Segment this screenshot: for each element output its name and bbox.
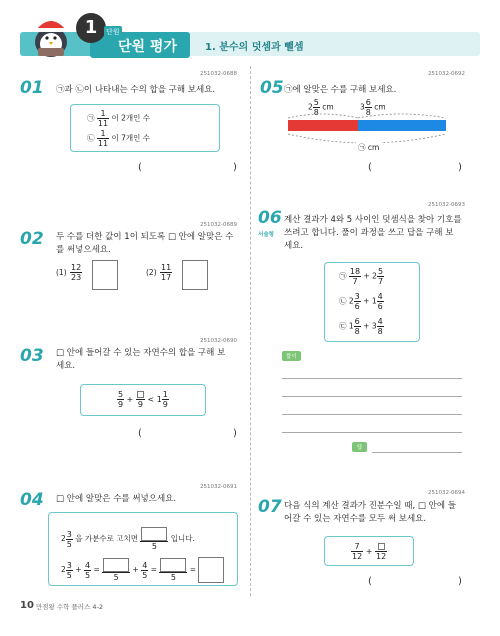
q3-fraction-3: $\frac{1}{9}$ [162, 390, 168, 409]
q4-line2-fraction-2: $\frac{4}{5}$ [84, 560, 91, 580]
page-number: 10 [20, 600, 34, 611]
q6-text-line2: 쓰려고 합니다. 풀이 과정을 쓰고 답을 구해 보 [284, 228, 454, 238]
q1-code: 251032-0688 [200, 71, 237, 77]
q2-part2-answer-box[interactable] [182, 260, 208, 290]
q6-a-fraction-2: $\frac{5}{7}$ [377, 267, 384, 286]
q2-part1-label: (1) [56, 268, 67, 277]
q6-solution-line-4[interactable] [282, 432, 462, 433]
q7-answer-field[interactable] [374, 574, 456, 590]
q1-answer-open: ( [138, 162, 142, 173]
q3-answer-open: ( [138, 428, 142, 439]
q3-code: 251032-0690 [200, 338, 237, 344]
q5-brace-top-right [358, 114, 446, 118]
q2-number: 02 [20, 229, 44, 249]
q4-line2-whole: 2 [61, 565, 66, 574]
q2-part1-answer-box[interactable] [92, 260, 118, 290]
q5-code: 251032-0692 [428, 71, 465, 77]
q1-b-label: ㉡ [87, 133, 95, 143]
q6-c-fraction-2: $\frac{4}{8}$ [377, 317, 383, 336]
penguin-mascot-icon [28, 14, 74, 58]
q5-segment2-length: 3 $\frac{6}{8}$ cm [360, 98, 386, 117]
q1-answer-close: ) [233, 162, 237, 173]
q5-answer-open: ( [368, 162, 372, 173]
q6-solution-line-3[interactable] [282, 414, 462, 415]
q4-line2-fraction-1: $\frac{3}{5}$ [66, 560, 72, 580]
book-title: 만점왕 수학 플러스 4-2 [36, 603, 104, 611]
q5-text: ㉠에 알맞은 수를 구해 보세요. [284, 85, 397, 95]
q4-line2-fraction-3: $\frac{4}{5}$ [142, 560, 148, 580]
q6-solution-line-2[interactable] [282, 396, 462, 397]
q1-answer-field[interactable] [144, 160, 230, 176]
q7-text-line1: 다음 식의 계산 결과가 진분수일 때, □ 안에 들 [284, 501, 456, 511]
q4-text: □ 안에 알맞은 수를 써넣으세요. [56, 494, 177, 504]
q5-red-segment [288, 120, 358, 131]
q1-a-fraction: $\frac{1}{11}$ [97, 109, 109, 128]
q4-box [48, 512, 238, 586]
q4-line1-answer-fraction: 5 [140, 527, 168, 551]
q6-solution-line-1[interactable] [282, 378, 462, 379]
q4-line1-text: 을 가분수로 고치면 [75, 534, 138, 543]
q6-c-fraction-1: $\frac{6}{8}$ [354, 317, 360, 336]
q5-brace-top-left [288, 114, 358, 118]
q5-blue-segment [358, 120, 446, 131]
q3-answer-field[interactable] [144, 426, 230, 442]
q4-line2-equals-3: = [189, 565, 197, 574]
q4-line2-blank-fraction-a: 5 [102, 558, 130, 582]
q1-b-fraction: $\frac{1}{11}$ [97, 129, 109, 148]
q4-line2-blank-fraction-b: 5 [159, 558, 187, 582]
q2-text-line2: 를 써넣으세요. [56, 245, 111, 255]
q7-plus: + [365, 547, 373, 556]
unit-title: 단원 평가 [118, 39, 177, 55]
q6-code: 251032-0693 [428, 202, 465, 208]
q1-number: 01 [20, 78, 44, 98]
q6-answer-tag: 답 [352, 442, 367, 452]
q6-b-fraction-1: $\frac{3}{6}$ [354, 292, 360, 311]
q6-text-line1: 계산 결과가 4와 5 사이인 덧셈식을 찾아 기호를 [284, 215, 462, 225]
q5-segment1-length: 2 $\frac{5}{8}$ cm [308, 98, 334, 117]
q2-text-line1: 두 수를 더한 값이 1이 되도록 □ 안에 알맞은 수 [56, 232, 234, 242]
q3-plus: + [126, 395, 134, 404]
q4-line2-answer-box-c[interactable] [198, 557, 224, 583]
q3-answer-close: ) [233, 428, 237, 439]
q2-part1-fraction: $\frac{12}{23}$ [71, 263, 82, 282]
q1-a-label: ㉠ [87, 113, 95, 123]
q4-line1-answer-box[interactable] [141, 527, 167, 541]
q3-fraction-2: 9 [136, 390, 145, 409]
q6-descriptive-badge: 서술형 [258, 232, 274, 238]
q7-answer-open: ( [368, 576, 372, 587]
q6-b-fraction-2: $\frac{4}{6}$ [377, 292, 383, 311]
q6-c-label: ㉢ [339, 321, 347, 331]
q3-fraction-1: $\frac{5}{9}$ [118, 390, 124, 409]
q7-text-line2: 어갈 수 있는 자연수를 모두 써 보세요. [284, 514, 427, 524]
q4-line2-equals-1: = [93, 565, 100, 574]
q5-answer-field[interactable] [374, 160, 456, 176]
q7-answer-close: ) [458, 576, 462, 587]
q6-b-label: ㉡ [339, 296, 347, 306]
q4-line1-end: 입니다. [170, 534, 195, 543]
q6-number: 06 [258, 208, 282, 228]
q5-number: 05 [260, 78, 284, 98]
q1-text: ㉠과 ㉡이 나타내는 수의 합을 구해 보세요. [56, 85, 216, 95]
q7-code: 251032-0694 [428, 490, 465, 496]
q1-box [70, 104, 220, 152]
q3-text-line2: 세요. [56, 361, 76, 371]
column-divider [250, 66, 251, 596]
q5-answer-close: ) [458, 162, 462, 173]
q3-less-than: < [147, 395, 155, 404]
q2-part2-label: (2) [146, 268, 157, 277]
q4-code: 251032-0691 [200, 484, 237, 490]
unit-number-badge: 1 [76, 13, 106, 43]
q4-line2-plus: + [75, 565, 82, 574]
q6-box: ㉠ $\frac{18}{7}$ + 2 $\frac{5}{7}$ ㉡ 2 $\frac{3}{6}$ + 1 $\frac{4}{6}$ ㉢ 1 $\frac{6}{8}$ + 3 $\frac{4}{8}$ [324, 262, 420, 342]
q6-a-fraction-1: $\frac{18}{7}$ [349, 267, 361, 286]
q4-number: 04 [20, 490, 44, 510]
q4-line2-answer-box-a[interactable] [103, 558, 129, 572]
q3-text-line1: □ 안에 들어갈 수 있는 자연수의 합을 구해 보 [56, 348, 226, 358]
q4-line1-whole: 2 [61, 534, 66, 543]
q6-solution-tag: 풀이 [282, 351, 301, 361]
q2-part2-fraction: $\frac{11}{17}$ [161, 263, 172, 282]
unit-word-label: 단원 [106, 28, 120, 36]
q4-line2-answer-box-b[interactable] [160, 558, 186, 572]
q6-a-label: ㉠ [339, 271, 347, 281]
q1-a-text: 이 2개인 수 [111, 113, 150, 123]
q3-blank-box[interactable] [137, 391, 144, 398]
q6-answer-line[interactable] [372, 452, 462, 453]
q1-b-text: 이 7개인 수 [111, 133, 150, 143]
q6-text-line3: 세요. [284, 241, 304, 251]
q2-code: 251032-0689 [200, 222, 237, 228]
q3-box [80, 384, 206, 416]
q7-blank-box[interactable] [378, 543, 385, 550]
q7-box [324, 536, 414, 566]
section-title: 1. 분수의 덧셈과 뺄셈 [205, 42, 304, 53]
q7-fraction-1: $\frac{7}{12}$ [352, 542, 363, 561]
q7-number: 07 [258, 497, 282, 517]
q3-number: 03 [20, 346, 44, 366]
q7-fraction-2: 12 [375, 542, 387, 561]
q5-total-label: ㉠ cm [358, 143, 380, 152]
q4-line1-fraction: $\frac{3}{5}$ [66, 529, 72, 549]
q3-whole: 1 [156, 395, 162, 404]
q4-line2-equals-2: = [150, 565, 157, 574]
q4-line2-plus-2: + [132, 565, 139, 574]
